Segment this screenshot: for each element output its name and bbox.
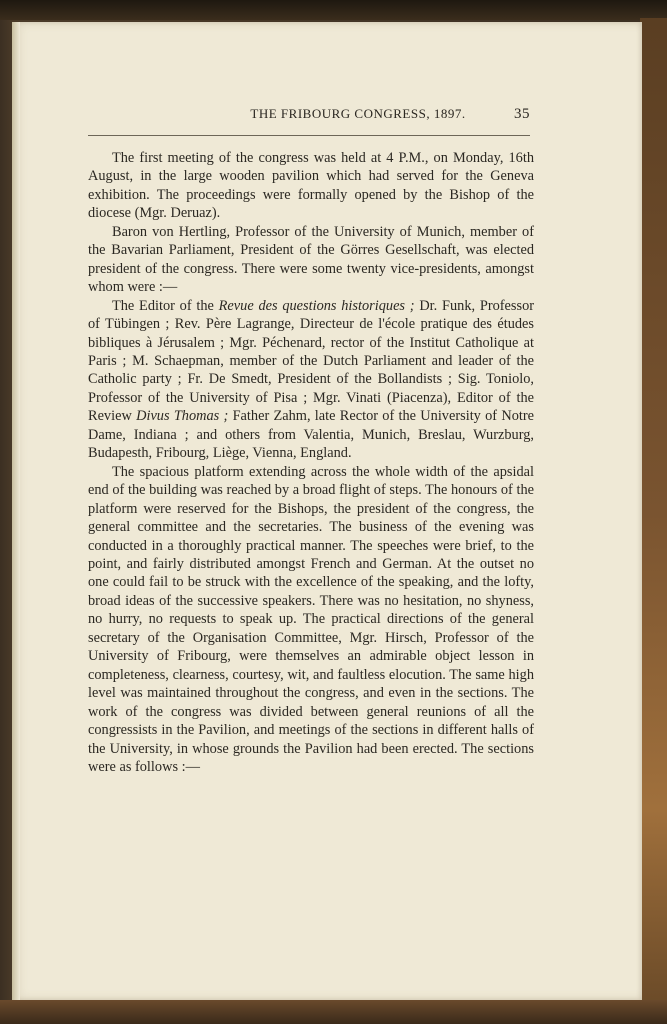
paragraph-1-text: The first meeting of the congress was held at 4 P.M., on Monday, 16th August, in the large wooden pavilion which had served for the Geneva exhibition. The proceedings were formally opened by the Bishop of the diocese (Mgr. Deruaz). [88,150,534,222]
journal-title-divus-thomas: Divus Thomas ; [136,408,229,425]
book-cover-right-edge [640,18,667,1008]
paragraph-3-text-b: Dr. Funk, Professor of Tübingen ; Rev. Père Lagrange, Directeur de l'école pratique des études bibliques à Jérusalem ; Mgr. Péchenard, rector of the Institut Catholique at Paris ; M. Schaepman, member of the Dutch Parliament and leader of the Catholic party ; Fr. De Smedt, President of the Bollandists ; Sig. Toniolo, Professor of the University of Pisa ; Mgr. Vinati (Piacenza), Editor of the Review [88,297,535,425]
paragraph-4 [88,463,534,777]
paragraph-3 [88,297,534,463]
paragraph-2 [88,223,534,297]
paragraph-1 [88,149,534,223]
paragraph-3-text-a: The Editor of the [112,297,219,314]
page-number: 35 [514,106,530,122]
running-head-title: THE FRIBOURG CONGRESS, 1897. [250,106,466,121]
paragraph-2-text: Baron von Hertling, Professor of the University of Munich, member of the Bavarian Parliament, President of the Görres Gesellschaft, was elected president of the congress. There were some twenty vice-presidents, amongst whom were :— [88,223,534,296]
book-cover-bottom-edge [0,1000,667,1024]
book-cover-top-edge [0,0,667,20]
paragraph-4-text: The spacious platform extending across the whole width of the apsidal end of the building was reached by a broad flight of steps. The honours of the platform were reserved for the Bishops, the president of the congress, the general committee and the secretaries. The business of the evening was conducted in a thoroughly practical manner. The speeches were brief, to the point, and fairly distributed amongst French and German. At the outset no one could fail to be struck with the excellence of the speaking, and the lofty, broad ideas of the successive speakers. There was no hesitation, no shyness, no hurry, no requests to speak up. The practical directions of the general secretary of the Organisation Committee, Mgr. Hirsch, Professor of the University of Fribourg, were themselves an admirable object lesson in completeness, clearness, courtesy, wit, and faultless elocution. The same high level was maintained throughout the congress, and even in the sections. The work of the congress was divided between general reunions of all the congressists in the Pavilion, and meetings of the sections in different halls of the University, in whose grounds the Pavilion had been erected. The sections were as follows :— [88,463,534,775]
journal-title-revue: Revue des questions historiques ; [218,297,415,314]
page-gutter-shadow [12,22,20,1000]
header-rule [88,135,530,136]
paragraph-3-text-c: Father Zahm, late Rector of the University of Notre Dame, Indiana ; and others from Valentia, Munich, Breslau, Wurzburg, Budapesth, Fribourg, Liège, Vienna, England. [88,408,534,462]
running-head [88,106,530,126]
body-text [88,149,534,776]
